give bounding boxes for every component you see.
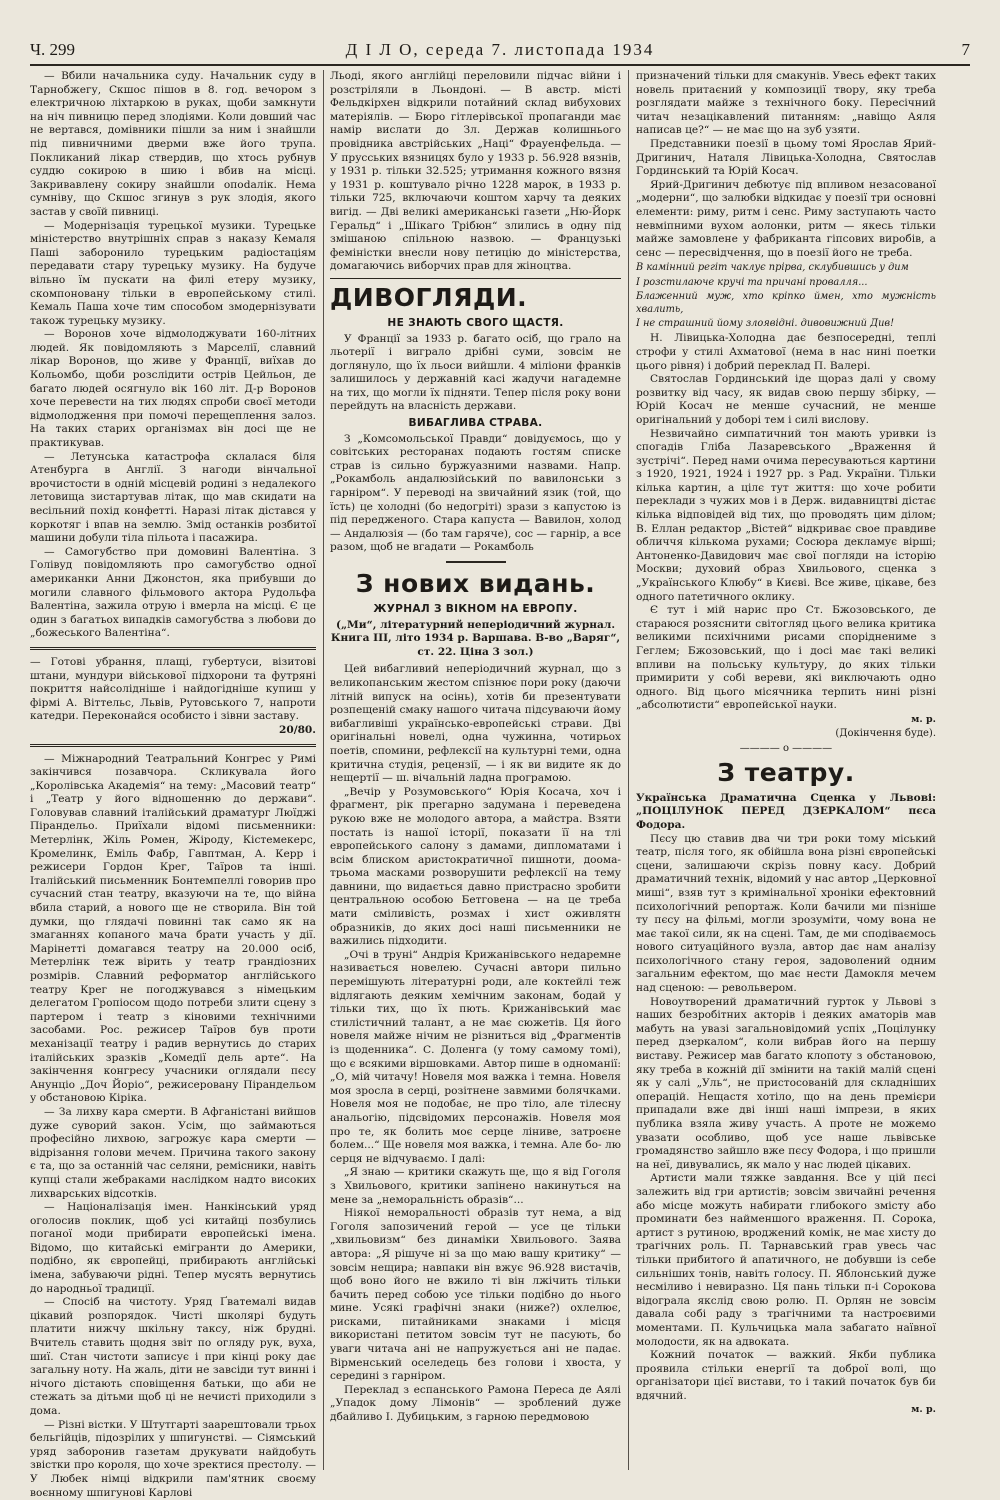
article-text: призначений тільки для смакунів. Увесь ефект таких новель притаєний у композиції твору, яку треба розглядати майже з технічного боку. Пересічний читач незацікавлений питанням: „навіщо Аяля написав це?“ — не має що на зуб узяти. xyxy=(636,70,936,137)
ad-code: 20/80. xyxy=(278,723,316,736)
verse-line: Блаженний муж, хто кріпко ймен, хто мужність хвалить, xyxy=(636,291,936,315)
news-item: — Самогубство при домовині Валентіна. З Голівуд повідомляють про самогубство одної американки Анни Джонстон, яка прибувши до могили славного фільмового актора Рудольфа Валентіна, зажила отрую і вмерла на місці. Є це один з багатьох випадків самогубства з любови до „божеського Валентіна“. xyxy=(30,545,316,640)
divider xyxy=(446,561,506,563)
news-item: — За лихву кара смерти. В Афганістані вийшов дуже суворий закон. Усім, що займаються професійно лихвою, загрожує кара смерти — відрізання голови мечем. Причина такого закону є та, що за останній час селяни, ремісники, навіть купці стали жебраками наслідком надто високих лихварських відсотків. xyxy=(30,1105,316,1200)
news-item: — Модернізація турецької музики. Турецьке міністерство внутрішніх справ з наказу Кемаля Паші заборонило турецьким радіостаціям передавати стару турецьку музику. На будуче вільно їм пускати на филі етеру музику, скомпоновану тільки в европейському стилі. Кемаль Паша хоче тим способом змодернізувати також турецьку музику. xyxy=(30,219,316,327)
divider xyxy=(30,744,316,747)
article-text: Пєсу цю ставив два чи три роки тому міський театр, після того, як обійшла вона різні європейські сцени, залишаючи скрізь повну касу. Добрий драматичний технік, відомий у нас автор „Церковної миші“, взяв тут з кримінальної хроніки ефектовний психологічний репортаж. Коли бачили ми пізніше ту пєсу на фільмі, могли зрозуміти, чому вона не має такої сили, як на сцені. Там, де ми сподіваємось нового ситуаційного вузла, автор дає нам аналізу психологічного стану героя, задоволений одним загальним ефектом, що має нести Дамокля мечем над сценою: — револьвером. xyxy=(636,832,936,995)
column-divider xyxy=(323,70,324,1470)
article-lead: Українська Драматична Сценка у Львові: „ПОЦІЛУНОК ПЕРЕД ДЗЕРКАЛОМ“ пєса Фодора. xyxy=(636,791,936,831)
article-text: Н. Лівицька-Холодна дає безпосередні, теплі строфи у стилі Ахматової (нема в нас нині поетки цього рівня) і добрий переклад П. Валері. xyxy=(636,332,936,372)
divider xyxy=(30,647,316,650)
page-number: 7 xyxy=(961,40,970,59)
news-item: — Різні вістки. У Штутгарті заарештовали трьох бельгійців, підозрілих у шпигунстві. — Сіямський уряд заборонив газетам друкувати найдобуть звістки про короля, що хоче зректися престолу. — У Любек німці відкрили пам'ятник своєму воєнному шпигунові Карлові xyxy=(30,1418,316,1499)
article-text: Ніякої неморальності образів тут нема, а від Гоголя запозичений герой — усе це тільки „хвильовизм“ без динаміки Хвильового. Заява автора: „Я рішуче ні за що маю вашу критику“ — зовсім нещира; навпаки він вжує 96.928 вистачів, щоб воно його не вжило ті він лжічить тільки бачить перед собою усе тільки подібно до нього мине. Усякі графічні знаки (ниже?) охлелює, рисками, питайниками знаками і місця використані петитом зовсім тут не пасують, бо уваги читача ані не напружується ані не падає. Вірменський оселедець без голови і хвоста, у середині з гарніром. xyxy=(330,1207,621,1383)
column-1 xyxy=(30,70,316,1499)
bibliographic-note: („Ми“, літературний неперіодичний журнал. Книга III, літо 1934 р. Варшава. В-во „Варяг“, ст. 22. Ціна 3 зол.) xyxy=(330,618,621,658)
article-text: Переклад з еспанського Рамона Переса де Аялі „Упадок дому Лімонів“ — зроблений дуже дбайливо І. Дубицьким, з гарною передмовою xyxy=(330,1383,621,1424)
news-item: — Міжнародний Театральний Конгрес у Римі закінчився позавчора. Скликувала його „Королівська Академія“ на тему: „Масовий театр“ і „Театр у його відношенню до держави“. Головував славний італійський драматург Люїджі Пірандельо. Приїхали відомі письменники: Метерлінк, Жіль Ромен, Жіроду, Кістемекерс, Кромелинк, Еміль Фабр, Гавптман, А. Керр і режисери Гордон Крег, Таїров та інші. Італійський письменник Бонтемпеллі говорив про сучасний стан театру, вказуючи на те, що війна вбила старий, а нового ще не створила. Він той думки, що глядачі повинні так само як на змаганнях копаного мача брати участь у дії. Марінетті домагався театру на 20.000 осіб, Метерлінк теж вірить у театр грандіозних розмірів. Славний реформатор англійського театру Крег не погоджувався з німецьким делегатом Гропіосом щодо потреби злити сцену з партером і театр з кіновими технічними засобами. Рос. режисер Таїров був проти механізації театру і радив вернутись до старих італійських зразків „Комедії дель арте“. На закінчення конгресу учасники оглядали пєсу Анунціо „Доч Йоріо“, режисеровану Пірандельом у обстановою Кіріка. xyxy=(30,752,316,1105)
article-text: Новоутворений драматичний гурток у Львові з наших безробітних акторів і деяких аматорів мав мабуть на увазі загальновідомий успіх „Поцілунку перед дзеркалом“, коли вибрав його на першу виставу. Режисер мав багато клопоту з обстановою, яку треба в кожній дії змінити на такій малій сцені як у салі „Уль“, не пристосованій для складніших операцій. Нещастя хотіло, що на день премієри припадали вже дві інші наші імпрези, в яких публика взяла живу участь. А проте не можемо увазати особливо, щоб усе наше львівське громадянство зайшло вже пєсу Фодора, і що пришли на неї, дивувались, як мало у нас людей цікавих. xyxy=(636,995,936,1171)
newspaper-dateline: Д І Л О, середа 7. листопада 1934 xyxy=(345,40,655,59)
advertisement: — Готові убрання, плащі, губертуси, візитові штани, мундури військової підхорони та футряні покриття найсолідніше і найдогідніше купиш у фірмі А. Віттельс, Львів, Рутовського 7, напроти катедри. Переконайся особисто і зівни заставу. xyxy=(30,655,316,723)
ornament-divider: ———— o ———— xyxy=(739,743,833,755)
article-text: Ярий-Дригинич дебютує під впливом незасованої „модерни“, що залюбки відкидає у поезії три основні елементи: риму, ритм і сенс. Риму заступають часто невміпними вухом аолонки, ритм — якесь тільки майже замовлене у фабриканта гіпсових виробів, а сенс — пересвідчення, що в поезії його не треба. xyxy=(636,178,936,259)
page-header xyxy=(30,40,970,66)
article-text: У Франції за 1933 р. багато осіб, що грало на льотерії і виграло дрібні суми, зовсім не доглянуло, що їх льоси вийшли. 4 міліони франків залишилось у державній касі жадучи нагадемне на тих, що могли їх підняти. Тепер після року вони перейдуть на власність держави. xyxy=(330,332,621,413)
article-heading: НЕ ЗНАЮТЬ СВОГО ЩАСТЯ. xyxy=(387,316,564,329)
news-item: — Воронов хоче відмолоджувати 160-літних людей. Як повідомляють з Марселії, славний лікар Воронов, що живе у Франції, виїхав до Кольомбо, щоби розслідити острів Цейльон, де багато людей осягнуло вік 160 літ. Д-р Воронов хоче перевести на тих людях спрoби своєї методи відмолодження при помочі перещеплення залоз. На таких старих організмах він досі ще не практикував. xyxy=(30,328,316,450)
news-item: — Спосіб на чистоту. Уряд Ґватемалі видав цікавий розпорядок. Чисті школярі будуть платити нижчу шкільну таксу, ніж брудні. Вчитель ставить щодня звіт по огляду рук, вуха, шиї. Стан чистоти записує і при кінці року дає загальну ноту. На жаль, діти не завсіди тут винні і нічого дістають сповіщення батьки, що аби не стежать за дітьми щоб ці не нечисті приходили з дома. xyxy=(30,1296,316,1417)
issue-number: Ч. 299 xyxy=(30,40,76,59)
continuation-note: (Докінчення буде). xyxy=(835,727,936,739)
article-text: „Я знаю — критики скажуть ще, що я від Гоголя з Хвильового, критики запінено накинуться на мене за „неморальність образів“... xyxy=(330,1166,621,1206)
section-title-divohliady: ДИВОГЛЯДИ. xyxy=(330,282,528,312)
author-signature: м. р. xyxy=(911,713,936,725)
section-title-new-publications: З нових видань. xyxy=(355,569,596,598)
article-text: Незвичайно симпатичний тон мають уривки із спогадів Гліба Лазаревського „Враження й зустрічі“. Перед нами очима пересуваються картини з 1920, 1921, 1924 і 1927 рр. з Рад. України. Тільки кілька картин, а цілє тут життя: що хоче робити переклади з чужих мов і в Держ. видавництві дістає кілька відповідей від тих, що проводять цим ділом; В. Еллан редактор „Вістей“ відкриває свое правдиве обличчя кількома рухами; Сосюра декламує вірші; Антоненко-Давидович має свої погляди на історію Москви; духовий образ Хвильового, сценка з „Українського Клюбу“ в Києві. Все живе, цікаве, без одного патетичного оклику. xyxy=(636,427,936,603)
divider xyxy=(330,278,621,279)
section-title-theatre: З театру. xyxy=(717,757,855,787)
article-heading: ВИБАГЛИВА СТРАВА. xyxy=(408,417,543,430)
article-text: Артисти мали тяжке завдання. Все у цій пєсі залежить від гри артистів; зовсім звичайні речення або місце можуть набирати глибокого змісту або проминати без найменшого враження. П. Сорока, артист з рутиною, вроджений комік, не має хисту до трагічних роль. П. Тарнавський грав увесь час тільки прибитого й апатичного, не добувши із себе сильніших тонів, навіть голосу. П. Яблонський дуже несміливо і невиразно. Ця пань тільки п-і Сорокова відограла якслід свою ролю. П. Орлян не зовсім давала собі раду з трагічними та настроєвими моментами. П. Кульчицька мала забагато наївної молодости, як на адвоката. xyxy=(636,1172,936,1348)
news-item: — Націоналізація імен. Нанкінський уряд оголосив поклик, щоб усі китайці позбулись поганої моди прибирати европейські імена. Відомо, що китайські емігранти до Америки, подібно, як європейці, прибирають англійські імена, забуваючи рідні. Тепер мусять вернутись до народньої традиції. xyxy=(30,1201,316,1295)
column-2 xyxy=(330,70,621,1470)
article-text: „Очі в труні“ Андрія Крижанівського недаремне називається новелею. Сучасні автори пильно перемішують літературні роди, але коктейлі теж відлягають деяким хемічним законам, бодай у тільки тих, що їх пють. Крижанівський має стилістичний талант, а не має сюжетів. Ця його новеля майже нічим не різниться від „Фрагментів із щоденника“. С. Доленга (у тому самому томі), що є всякими віршовками. Автор пише в одноманії: „О, мій читачу! Новеля моя важка і темна. Новеля моя зросла в серці, розітнене завмими болячками. Новеля моя не подобає, не про тіло, але тілесну анальогію, підсвідомих персонажів. Новеля моя про те, як болить моє серце ліниве, затроєне болем...“ Ще новеля моя важка, і темна. Але бо- лю серця не відчуваємо. І далі: xyxy=(330,948,621,1165)
news-item: — Летунська катастрофа склалася біля Атенбурга в Англії. З нагоди вінчальної врочистости в одній місцевій родині з недалекого летовища зистартував літак, що мав скидати на весільний похід конфетті. Наразі літак дістався у коркотяг і впав на землю. Змід останків розбитої машини добули тіла пільота і пасажира. xyxy=(30,450,316,545)
column-3 xyxy=(636,70,936,1470)
article-text: Цей вибагливий неперіодичний журнал, що з великопанським жестом спізнює пори року (даючи літній випуск на осінь), хотів би презентувати розпещеній смаку нашого читача підсуваючи йому вибагливіші українсько-европейські страви. Дві оригінальні новелі, одна чужинна, чотирьох поетів, спомини, рефлексії на культурні теми, одна критична студія, рецензії, — і як ви видите як до нещертії — ш. вічальній ладна програмою. xyxy=(330,663,621,785)
article-text: Є тут і мій нарис про Ст. Бжозовського, де стараюся розяснити світогляд цього велика критика великими психічними рисами споріднениме з Геглем; Бжозовський, що і досі має такі великі впливи на польську культуру, до яких тільки примирити у собі вереви, які виключають одно одного. Від цього місячника терпить нині різні „абсолютисти“ европейської науки. xyxy=(636,604,936,712)
author-signature: м. р. xyxy=(911,1404,936,1416)
article-text: Кожний початок — важкий. Якби публика проявила стільки енергії та доброї волі, що організатори цієї вистави, то і такий початок був би вдячний. xyxy=(636,1349,936,1402)
verse-line: І розстилаюче кручі та причані провалля... xyxy=(636,276,868,288)
article-heading: ЖУРНАЛ З ВІКНОМ НА ЕВРОПУ. xyxy=(373,603,578,615)
article-text: Представники поезії в цьому томі Ярослав Ярий-Дригинич, Наталя Лівицька-Холодна, Святослав Гординський та Юрій Косач. xyxy=(636,137,936,178)
article-text: Святослав Гординський іде щораз далі у свому розвитку від часу, як видав свою першу збірку, — Юрій Косач не менше сучасний, не менше оригінальний у доборі тем і силі вислову. xyxy=(636,373,936,426)
verse-line: І не страшний йому злоявідні. дивовижний Див! xyxy=(636,317,895,329)
article-text: З „Комсомольської Правди“ довідуємось, що у совітських ресторанах подають гостям списке страв із сильно буржуазними назвами. Напр. „Рокамболь андалюзійський по вавилонськи з гарніром“. У переводі на звичайний язик (той, що їсть) це холодні (бо недогріті) зрази з капустою із під передженого. Стара капуста — Вавилон, холод — Андалюзія — (бо там гаряче), сос — гарнір, а все разом, щоб не вгадати — Рокамболь xyxy=(330,432,621,554)
verse-line: В камінний регіт чаклує прірва, склубившись у дим xyxy=(636,262,909,274)
news-item: Льоді, якого англійці переловили підчас війни і розстріляли в Льондоні. — В австр. місті Фельдкірхен відкрили потайний склад вибухових матеріялів. — Бюро гітлерівської пропаганди має намір вислати до Зл. Держав колишнього провідника австрійських „Наці“ Фрауенфельда. — У прусських вязницях було у 1933 р. 56.928 вязнів, у 1931 р. тільки 32.525; утримання кожного вязня у 1931 р. коштувало річно 1228 марок, в 1933 р. тільки 725, включаючи коштом харчу та деяких вигід. — Дві великі американські газети „Ню-Йорк Геральд“ і „Шікаго Трібюн“ злились в одну під змішаною спільною назвою. — Французькі феміністки внесли нову петицію до міністерства, домагаючись виборчих прав для жіноцтва. xyxy=(330,70,621,273)
news-item: — Вбили начальника суду. Начальник суду в Тарнобжегу, Скшос пішов в 8. год. вечором з електричною ліхтаркою в руках, щоби замкнути на ніч пивницю перед злодіями. Коли довший час не вертався, домівники пішли за ним і знайшли під пивничними дверми вже його трупа. Покликаний лікар ствердив, що хтось рубнув суддю сокирою в шию і вбив на місці. Закривавлену сокиру знайшли опodaлік. Нема сумніву, що Скшос згинув з рук злодія, якого застав у своїй пивниці. xyxy=(30,70,316,218)
article-text: „Вечір у Розумовського“ Юрія Косача, хоч і фрагмент, рік прегарно задумана і переведена рукою вже не молодого автора, а майстра. Взяти постать із нашої історії, показати її на тлі европейського салону з дамами, дипломатами і всім блиском аристократичної пишноти, доома-трьома масками розворушити рефлексії на тему давнини, що видається давно пристрасно зробити центральною особою Бетговена — на це треба мати сміливість, розмах і хист оживлятн образників, до яких досі наші письменники не важились підходити. xyxy=(330,785,621,948)
column-divider xyxy=(628,70,629,1470)
